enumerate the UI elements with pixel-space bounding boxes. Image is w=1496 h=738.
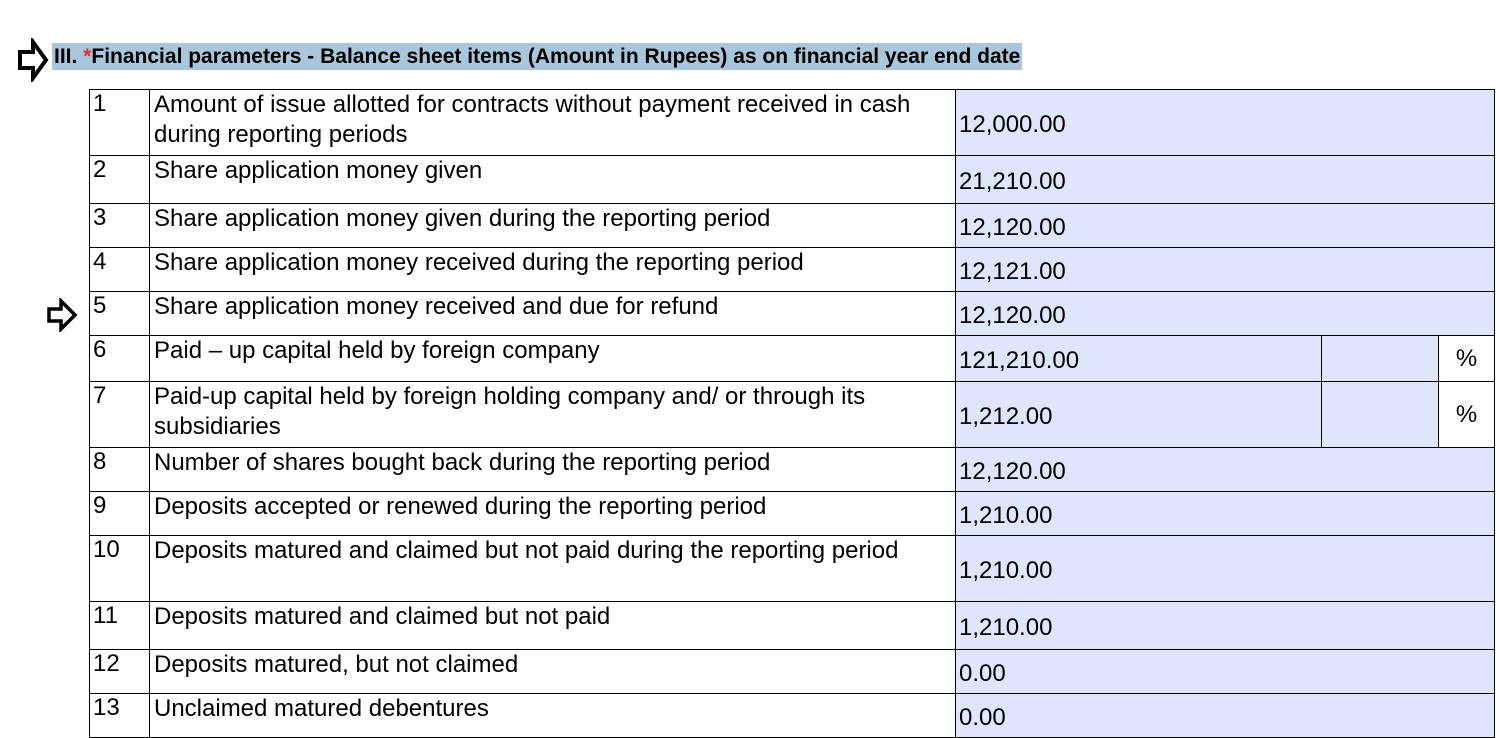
amount-input[interactable]: 0.00 [956, 694, 1495, 738]
amount-input[interactable]: 12,120.00 [956, 204, 1495, 248]
row-number: 1 [90, 90, 150, 156]
row-label: Deposits matured, but not claimed [150, 650, 956, 694]
percent-sign: % [1439, 382, 1495, 448]
row-number: 12 [90, 650, 150, 694]
row-number: 10 [90, 536, 150, 602]
table-row [90, 90, 1495, 156]
row-label: Number of shares bought back during the reporting period [150, 448, 956, 492]
amount-input[interactable]: 1,210.00 [956, 492, 1495, 536]
row-label: Paid – up capital held by foreign company [150, 336, 956, 382]
row-label: Amount of issue allotted for contracts without payment received in cash during reporting periods [150, 90, 956, 156]
row-label: Paid-up capital held by foreign holding company and/ or through its subsidiaries [150, 382, 956, 448]
arrow-right-icon [17, 38, 49, 82]
percent-input[interactable] [1322, 336, 1439, 382]
percent-input[interactable] [1322, 382, 1439, 448]
row-number: 11 [90, 602, 150, 650]
row-label: Share application money received and due for refund [150, 292, 956, 336]
table-row [90, 248, 1495, 292]
row-label: Share application money given [150, 156, 956, 204]
row-number: 7 [90, 382, 150, 448]
amount-input[interactable]: 12,120.00 [956, 448, 1495, 492]
row-number: 9 [90, 492, 150, 536]
row-number: 5 [90, 292, 150, 336]
table-row [90, 336, 1495, 382]
financial-parameters-table [89, 89, 1495, 738]
table-row [90, 492, 1495, 536]
section-title: Financial parameters - Balance sheet items (Amount in Rupees) as on financial year end date [91, 45, 1021, 68]
table-row [90, 536, 1495, 602]
amount-input[interactable]: 12,120.00 [956, 292, 1495, 336]
table-row [90, 292, 1495, 336]
section-prefix: III. [54, 45, 84, 68]
table-row [90, 204, 1495, 248]
row-number: 13 [90, 694, 150, 738]
amount-input[interactable]: 1,210.00 [956, 536, 1495, 602]
table-row [90, 650, 1495, 694]
row-label: Deposits matured and claimed but not paid [150, 602, 956, 650]
arrow-right-icon [46, 298, 78, 332]
amount-input[interactable]: 1,212.00 [956, 382, 1322, 448]
row-number: 8 [90, 448, 150, 492]
row-number: 2 [90, 156, 150, 204]
row-label: Unclaimed matured debentures [150, 694, 956, 738]
amount-input[interactable]: 21,210.00 [956, 156, 1495, 204]
row-label: Share application money received during the reporting period [150, 248, 956, 292]
amount-input[interactable]: 12,000.00 [956, 90, 1495, 156]
amount-input[interactable]: 121,210.00 [956, 336, 1322, 382]
table-row [90, 694, 1495, 738]
row-label: Share application money given during the reporting period [150, 204, 956, 248]
amount-input[interactable]: 12,121.00 [956, 248, 1495, 292]
row-number: 6 [90, 336, 150, 382]
table-row [90, 156, 1495, 204]
percent-sign: % [1439, 336, 1495, 382]
table-row [90, 602, 1495, 650]
row-label: Deposits accepted or renewed during the reporting period [150, 492, 956, 536]
row-label: Deposits matured and claimed but not paid during the reporting period [150, 536, 956, 602]
table-row [90, 382, 1495, 448]
row-number: 4 [90, 248, 150, 292]
amount-input[interactable]: 0.00 [956, 650, 1495, 694]
amount-input[interactable]: 1,210.00 [956, 602, 1495, 650]
row-number: 3 [90, 204, 150, 248]
section-heading [52, 43, 1022, 70]
required-mark: * [83, 45, 92, 68]
table-row [90, 448, 1495, 492]
